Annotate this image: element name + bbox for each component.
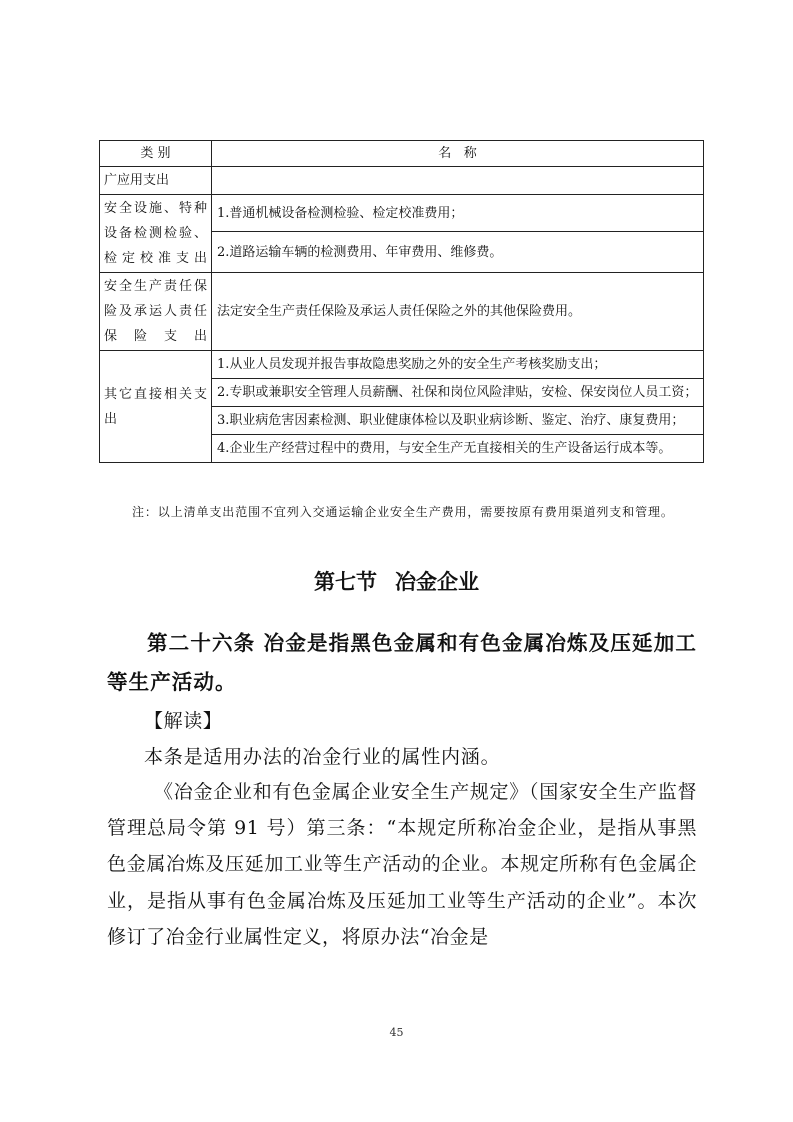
table-row bbox=[100, 273, 704, 351]
row-item: 1.普通机械设备检测检验、检定校准费用； bbox=[212, 195, 704, 232]
reading-label: 【解读】 bbox=[144, 710, 223, 732]
row-category: 广应用支出 bbox=[100, 167, 212, 195]
header-name: 名 称 bbox=[212, 141, 704, 167]
expense-table bbox=[99, 140, 704, 463]
table-row bbox=[100, 167, 704, 195]
row-item: 法定安全生产责任保险及承运人责任保险之外的其他保险费用。 bbox=[212, 273, 704, 351]
header-category: 类 别 bbox=[100, 141, 212, 167]
section-number: 第七节 bbox=[314, 570, 377, 594]
page-number: 45 bbox=[389, 1026, 404, 1039]
row-category: 安全生产责任保险及承运人责任保险支出 bbox=[100, 273, 212, 351]
section-name: 冶金企业 bbox=[395, 570, 479, 594]
row-item: 2.专职或兼职安全管理人员薪酬、社保和岗位风险津贴，安检、保安岗位人员工资； bbox=[212, 379, 704, 407]
row-category: 其它直接相关支出 bbox=[100, 351, 212, 463]
body-paragraph: 本条是适用办法的冶金行业的属性内涵。 bbox=[144, 746, 501, 768]
row-item: 1.从业人员发现并报告事故隐患奖励之外的安全生产考核奖励支出； bbox=[212, 351, 704, 379]
table-row bbox=[100, 351, 704, 379]
row-item bbox=[212, 167, 704, 195]
article-text: 第二十六条 冶金是指黑色金属和有色金属冶炼及压延加工等生产活动。 bbox=[107, 631, 697, 694]
row-item: 4.企业生产经营过程中的费用，与安全生产无直接相关的生产设备运行成本等。 bbox=[212, 435, 704, 463]
row-category: 安全设施、特种设备检测检验、检定校准支出 bbox=[100, 195, 212, 273]
table-header-row bbox=[100, 141, 704, 167]
body-paragraph: 《冶金企业和有色金属企业安全生产规定》（国家安全生产监督管理总局令第 91 号）第三条：“本规定所称冶金企业，是指从事黑色金属冶炼及压延加工业等生产活动的企业。本规定所称有色金属企业，是指从事有色金属冶炼及压延加工业等生产活动的企业”。本次修订了冶金行业属性定义，将原办法“冶金是 bbox=[107, 781, 697, 948]
table-note: 注：以上清单支出范围不宜列入交通运输企业安全生产费用，需要按原有费用渠道列支和管理。 bbox=[132, 505, 674, 519]
row-item: 3.职业病危害因素检测、职业健康体检以及职业病诊断、鉴定、治疗、康复费用； bbox=[212, 407, 704, 435]
section-title bbox=[0, 566, 793, 596]
row-item: 2.道路运输车辆的检测费用、年审费用、维修费。 bbox=[212, 232, 704, 273]
table-row bbox=[100, 195, 704, 232]
